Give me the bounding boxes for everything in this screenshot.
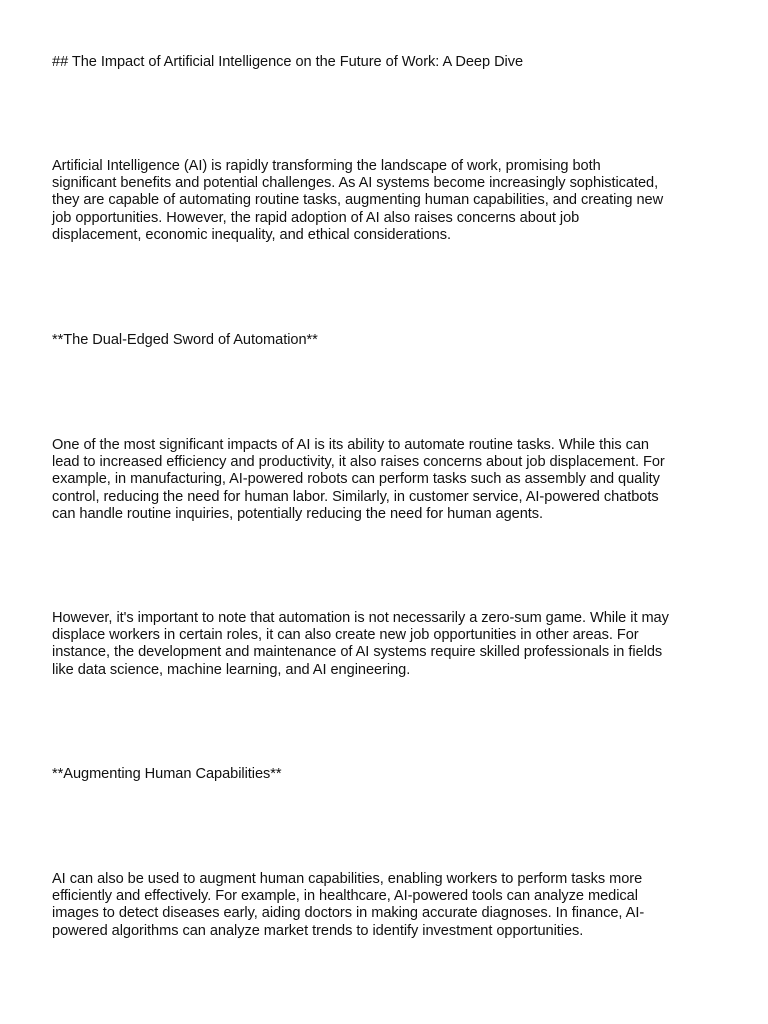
paragraph-line: can handle routine inquiries, potentially reducing the need for human agents. (52, 505, 544, 522)
automation-paragraph-2 (52, 610, 716, 679)
intro-paragraph (52, 158, 716, 244)
automation-paragraph-1 (52, 437, 716, 523)
paragraph-line: they are capable of automating routine tasks, augmenting human capabilities, and creating new (52, 192, 664, 209)
paragraph-line: However, it's important to note that automation is not necessarily a zero-sum game. While it may (52, 610, 669, 626)
paragraph-line: like data science, machine learning, and AI engineering. (52, 661, 411, 678)
paragraph-line: job opportunities. However, the rapid adoption of AI also raises concerns about job (52, 209, 580, 226)
paragraph-line: displace workers in certain roles, it can also create new job opportunities in other areas. For (52, 627, 639, 644)
augmenting-paragraph-1 (52, 871, 716, 940)
paragraph-line: images to detect diseases early, aiding doctors in making accurate diagnoses. In finance, AI- (52, 905, 645, 922)
section-heading-text: **The Dual-Edged Sword of Automation** (52, 332, 318, 348)
paragraph-line: example, in manufacturing, AI-powered robots can perform tasks such as assembly and quality (52, 471, 660, 488)
paragraph-line: One of the most significant impacts of AI is its ability to automate routine tasks. While this can (52, 437, 649, 453)
paragraph-line: Artificial Intelligence (AI) is rapidly transforming the landscape of work, promising both (52, 158, 601, 174)
paragraph-line: displacement, economic inequality, and ethical considerations. (52, 226, 451, 243)
section-heading-text: **Augmenting Human Capabilities** (52, 766, 282, 782)
paragraph-line: significant benefits and potential challenges. As AI systems become increasingly sophisticated, (52, 175, 659, 192)
paragraph-line: AI can also be used to augment human capabilities, enabling workers to perform tasks more (52, 871, 643, 887)
section-heading-automation (52, 332, 716, 349)
document-title-text: ## The Impact of Artificial Intelligence on the Future of Work: A Deep Dive (52, 54, 524, 70)
paragraph-line: instance, the development and maintenance of AI systems require skilled professionals in fields (52, 644, 663, 661)
document-title (52, 54, 716, 71)
paragraph-line: control, reducing the need for human labor. Similarly, in customer service, AI-powered chatbots (52, 488, 659, 505)
paragraph-line: efficiently and effectively. For example, in healthcare, AI-powered tools can analyze medical (52, 888, 638, 905)
paragraph-line: powered algorithms can analyze market trends to identify investment opportunities. (52, 922, 584, 939)
paragraph-line: lead to increased efficiency and productivity, it also raises concerns about job displacement. For (52, 454, 665, 471)
section-heading-augmenting (52, 766, 716, 783)
